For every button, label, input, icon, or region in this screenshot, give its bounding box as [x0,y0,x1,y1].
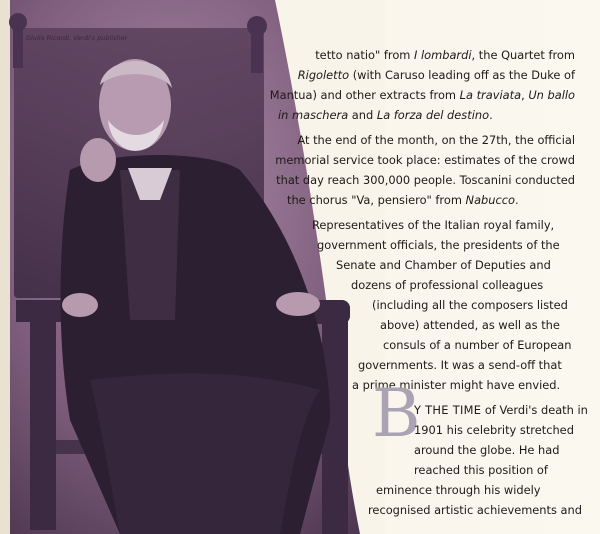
italic-title: La forza del destino [376,108,490,122]
text-line: 1901 his celebrity stretched [414,423,574,437]
text-line: At the end of the month, on the 27th, the official [297,133,575,147]
text-line: government officials, the presidents of the [317,238,560,252]
text-span: Mantua) and other extracts from [269,88,460,102]
text-line: Representatives of the Italian royal family, [312,218,555,232]
text-line: reached this position of [414,463,548,477]
text-span: . [515,193,519,207]
text-line [315,46,575,66]
text-span: , the Quartet from [471,48,575,62]
italic-title: I lombardi [414,48,472,62]
photo-caption: Giulio Ricordi, Verdi's publisher [26,34,128,42]
italic-title: La traviata [459,88,522,102]
text-span: tetto natio" from [315,48,415,62]
italic-title: Nabucco [465,193,515,207]
text-span: of Verdi's death in [481,403,588,417]
drop-cap: B [372,375,421,452]
text-line: dozens of professional colleagues [351,278,544,292]
text-line [278,106,493,126]
text-span: , [521,88,529,102]
text-line: that day reach 300,000 people. Toscanini conducted [276,173,575,187]
text-line: recognised artistic achievements and [368,503,582,517]
text-line: (including all the composers listed [372,298,568,312]
text-line [298,66,575,86]
text-line: above) attended, as well as the [380,318,560,332]
text-line: governments. It was a send-off that [358,358,562,372]
smallcaps-lead: Y THE TIME [414,403,482,417]
text-line: memorial service took place: estimates of the crowd [275,153,575,167]
italic-title: Un ballo [528,88,575,102]
italic-title: in maschera [278,108,349,122]
text-line: eminence through his widely [376,483,541,497]
text-line [287,191,519,211]
text-line: a prime minister might have envied. [352,378,561,392]
text-span: the chorus "Va, pensiero" from [287,193,466,207]
text-line: consuls of a number of European [383,338,572,352]
text-line [414,401,588,421]
text-span: and [348,108,377,122]
text-line: around the globe. He had [414,443,560,457]
italic-title: Rigoletto [297,68,350,82]
text-line: Senate and Chamber of Deputies and [336,258,551,272]
text-span: (with Caruso leading off as the Duke of [349,68,575,82]
text-line [270,86,575,106]
text-span: . [489,108,493,122]
